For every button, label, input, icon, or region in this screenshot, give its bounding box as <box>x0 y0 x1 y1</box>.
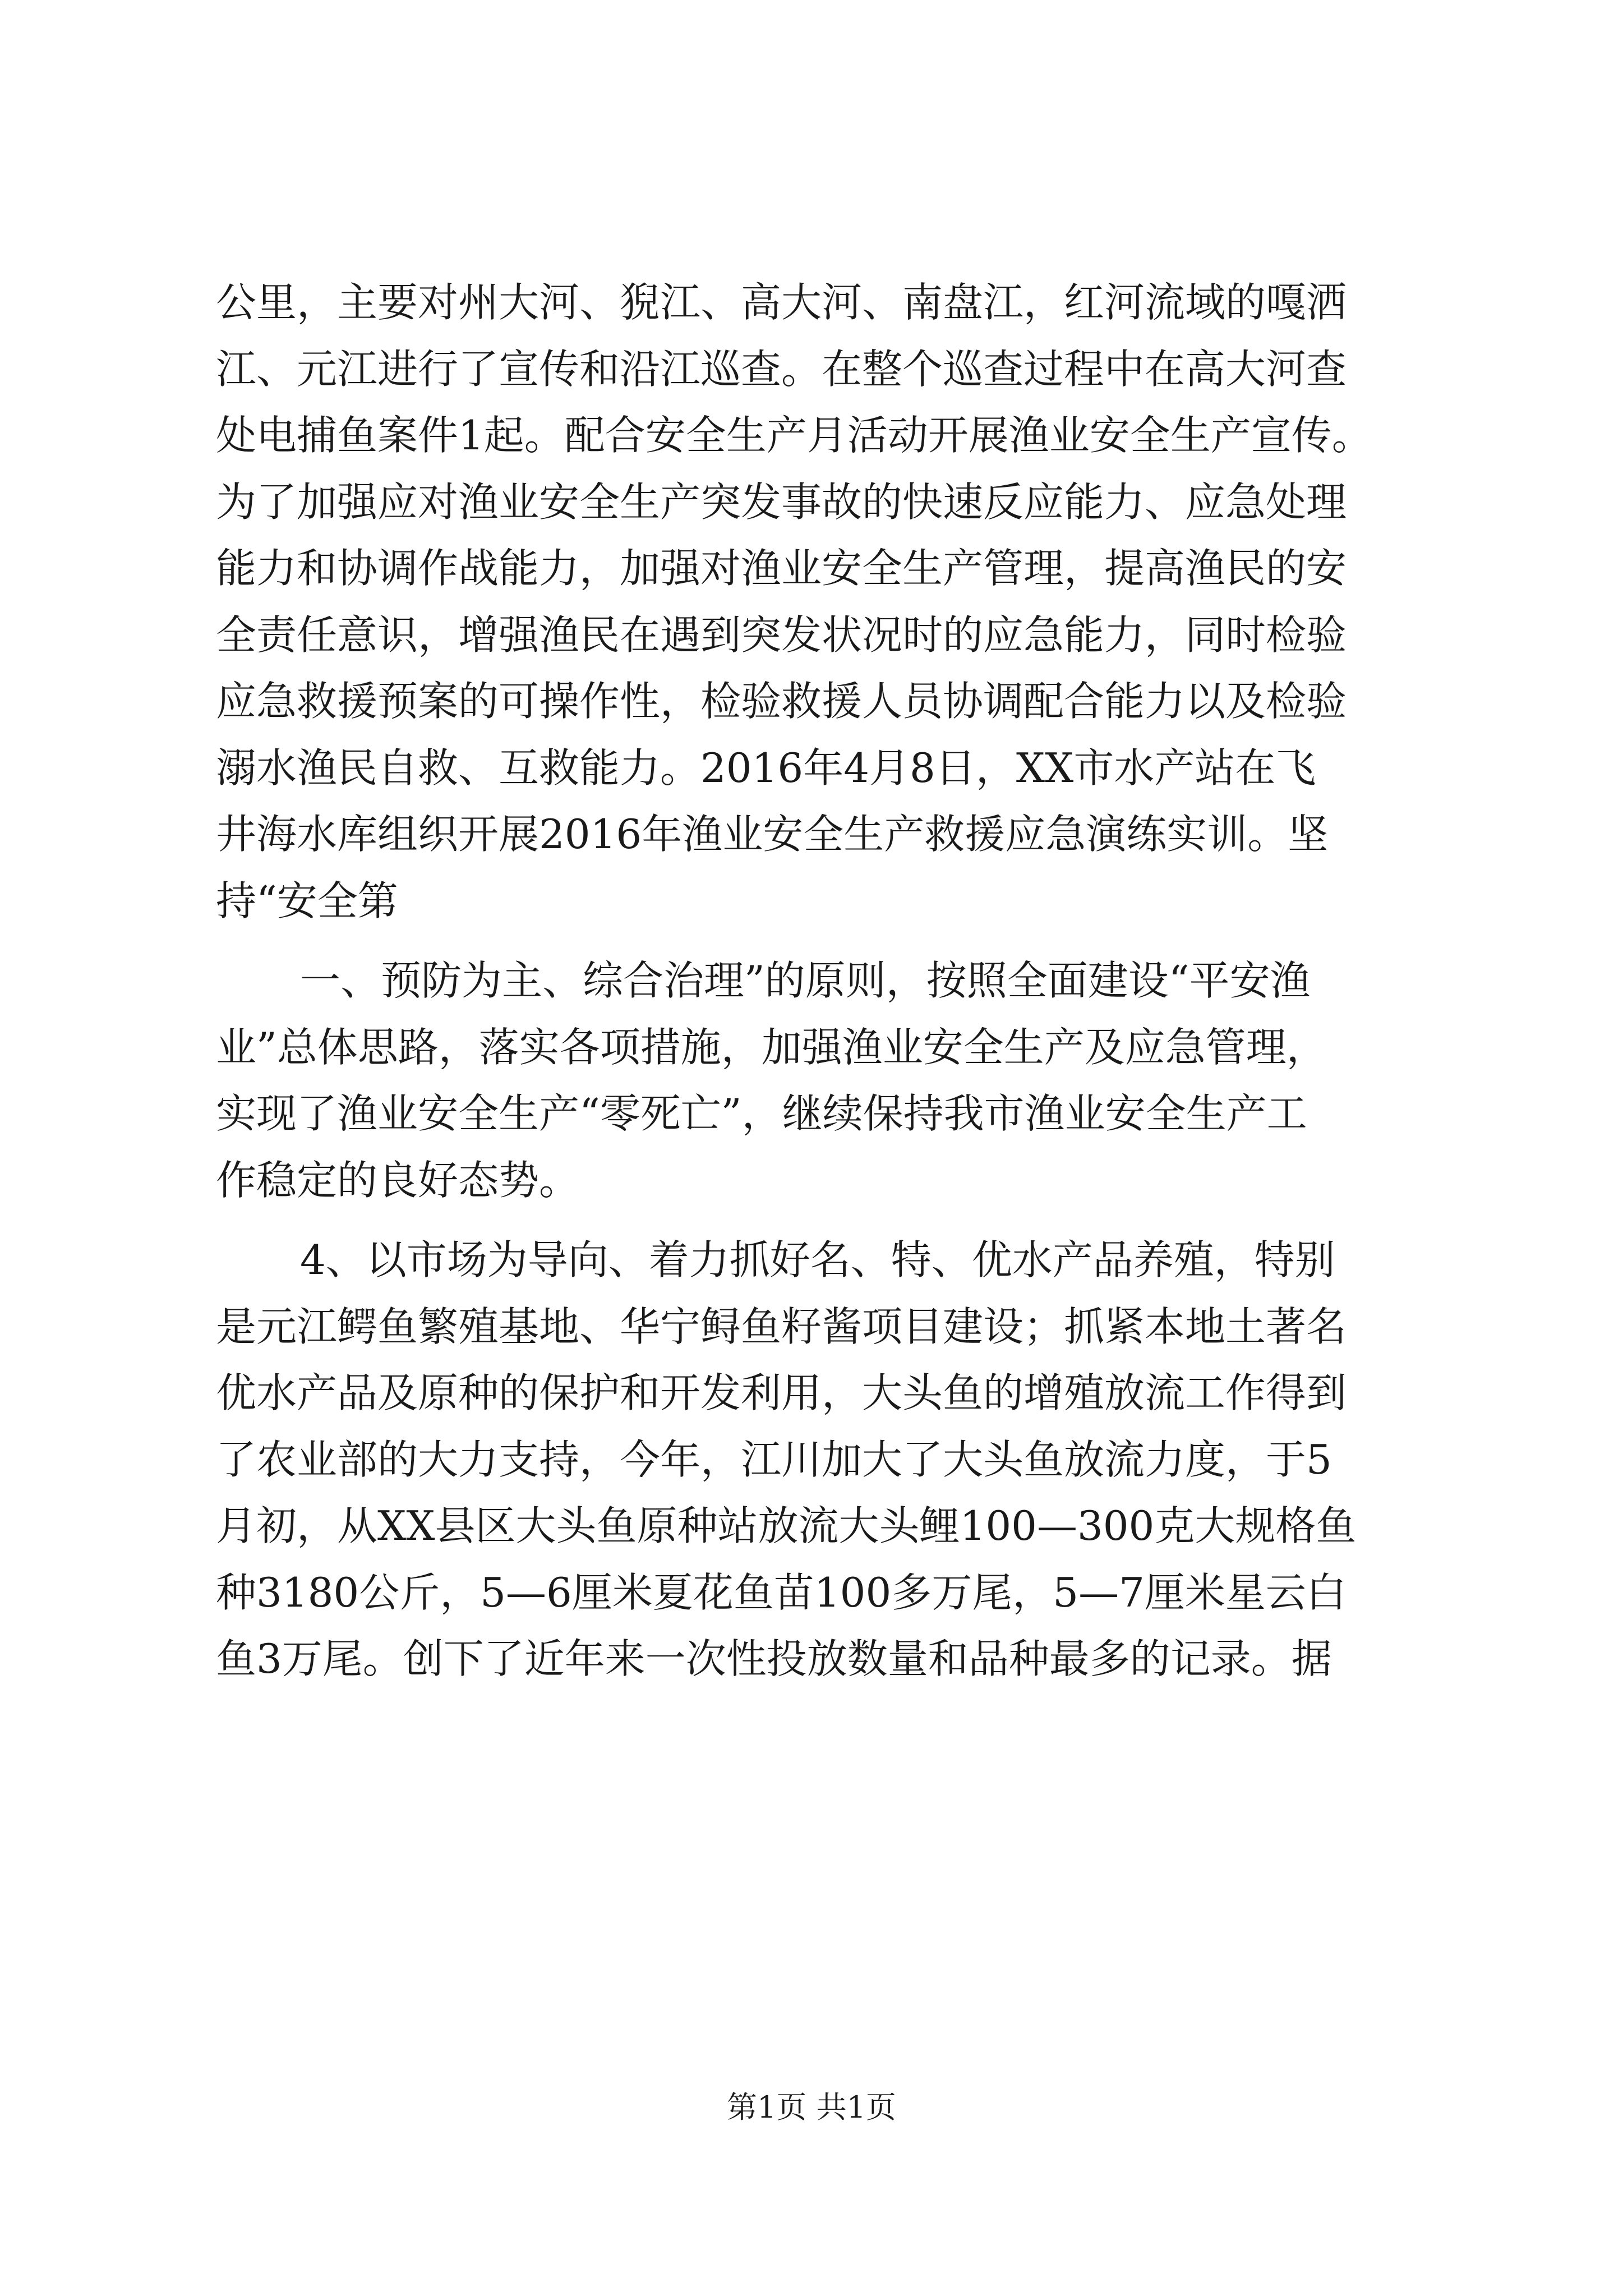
text-line: 是元江鳄鱼繁殖基地、华宁鲟鱼籽酱项目建设；抓紧本地土著名 <box>216 1303 1347 1350</box>
text-line: 了农业部的大力支持，今年，江川加大了大头鱼放流力度，于5 <box>216 1435 1332 1483</box>
text-line: 种3180公斤，5—6厘米夏花鱼苗100多万尾，5—7厘米星云白 <box>216 1568 1347 1616</box>
text-line: 月初，从XX县区大头鱼原种站放流大头鲤100—300克大规格鱼 <box>216 1502 1357 1549</box>
text-line: 持“安全第 <box>216 877 398 924</box>
text-line: 应急救援预案的可操作性，检验救援人员协调配合能力以及检验 <box>216 678 1347 725</box>
text-line: 作稳定的良好态势。 <box>216 1156 580 1204</box>
text-line: 全责任意识，增强渔民在遇到突发状况时的应急能力，同时检验 <box>216 611 1347 659</box>
text-line: 鱼3万尾。创下了近年来一次性投放数量和品种最多的记录。据 <box>216 1635 1332 1682</box>
page-number: 第1页 共1页 <box>727 2090 896 2125</box>
text-line: 实现了渔业安全生产“零死亡”，继续保持我市渔业安全生产工 <box>216 1090 1307 1137</box>
paragraph-gap <box>216 1213 1450 1227</box>
text-line: 业”总体思路，落实各项措施，加强渔业安全生产及应急管理， <box>216 1023 1327 1071</box>
paragraph-gap <box>216 934 1450 947</box>
text-line: 溺水渔民自救、互救能力。2016年4月8日，XX市水产站在飞 <box>216 744 1316 792</box>
text-line: 井海水库组织开展2016年渔业安全生产救援应急演练实训。坚 <box>216 811 1329 858</box>
text-line: 江、元江进行了宣传和沿江巡查。在整个巡查过程中在高大河查 <box>216 345 1347 393</box>
text-line: 优水产品及原种的保护和开发利用，大头鱼的增殖放流工作得到 <box>216 1369 1347 1416</box>
text-line: 处电捕鱼案件1起。配合安全生产月活动开展渔业安全生产宣传。 <box>216 412 1372 459</box>
text-line: 能力和协调作战能力，加强对渔业安全生产管理，提高渔民的安 <box>216 545 1347 592</box>
page-footer <box>0 2088 1623 2127</box>
text-line: 一、预防为主、综合治理”的原则，按照全面建设“平安渔 <box>300 957 1311 1004</box>
text-line: 公里，主要对州大河、猊江、高大河、南盘江，红河流域的嘎洒 <box>216 279 1347 326</box>
text-line: 4、以市场为导向、着力抓好名、特、优水产品养殖，特别 <box>300 1236 1335 1283</box>
document-body <box>216 269 1450 1692</box>
text-line: 为了加强应对渔业安全生产突发事故的快速反应能力、应急处理 <box>216 478 1347 526</box>
